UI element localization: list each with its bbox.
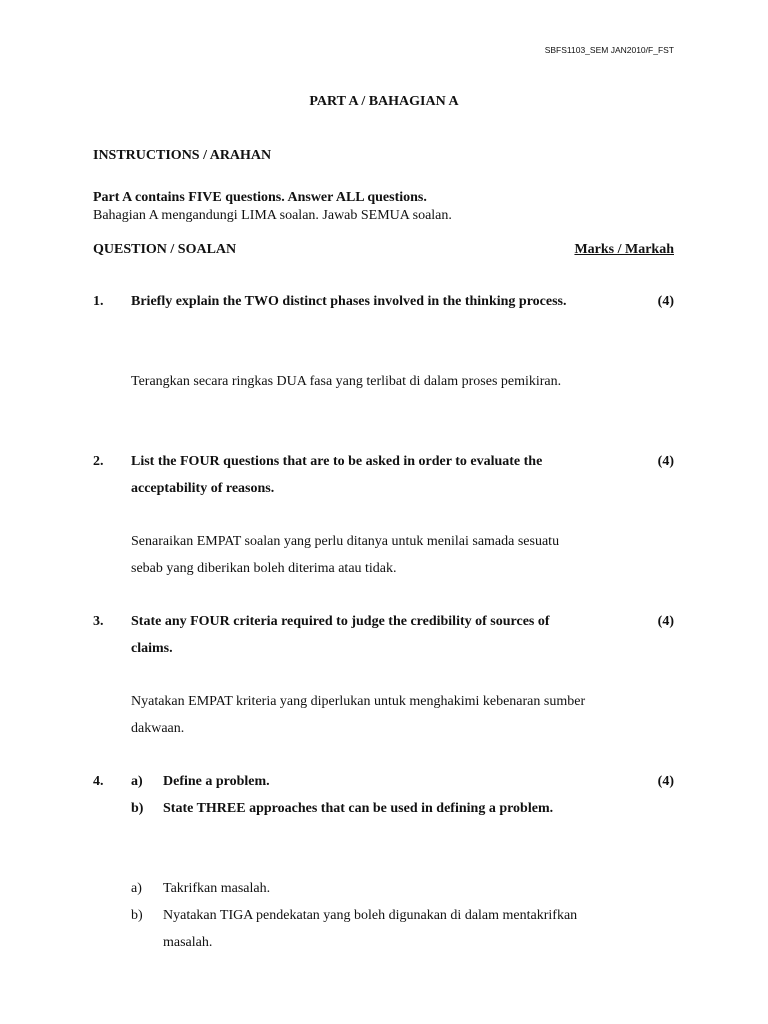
subquestion-text-ms: Takrifkan masalah.: [163, 881, 271, 896]
subquestion-text-en: Define a problem.: [163, 774, 270, 789]
question-text-ms: Nyatakan EMPAT kriteria yang diperlukan untuk menghakimi kebenaran sumber dakwaan.: [131, 694, 586, 736]
marks-column-header: Marks / Markah: [574, 242, 674, 257]
question-marks: (4): [657, 614, 674, 629]
subquestion-label: b): [131, 908, 143, 923]
subquestion-text-en: State THREE approaches that can be used in defining a problem.: [163, 801, 554, 816]
question-number: 4.: [93, 774, 104, 789]
question-marks: (4): [657, 294, 674, 309]
question-marks: (4): [657, 774, 674, 789]
subquestion-label: b): [131, 801, 144, 816]
document-code: SBFS1103_SEM JAN2010/F_FST: [544, 45, 674, 55]
question-text-ms: Terangkan secara ringkas DUA fasa yang terlibat di dalam proses pemikiran.: [131, 374, 562, 389]
subquestion-text-ms: Nyatakan TIGA pendekatan yang boleh digunakan di dalam mentakrifkan masalah.: [163, 908, 578, 950]
instructions-en: Part A contains FIVE questions. Answer ALL questions.: [93, 190, 427, 205]
question-number: 3.: [93, 614, 104, 629]
question-text-ms: Senaraikan EMPAT soalan yang perlu ditanya untuk menilai samada sesuatu sebab yang diberikan boleh diterima atau tidak.: [131, 534, 560, 576]
question-text-en: Briefly explain the TWO distinct phases involved in the thinking process.: [131, 294, 567, 309]
question-number: 2.: [93, 454, 104, 469]
question-number: 1.: [93, 294, 104, 309]
question-marks: (4): [657, 454, 674, 469]
question-column-header: QUESTION / SOALAN: [93, 242, 237, 257]
part-title: PART A / BAHAGIAN A: [309, 94, 459, 109]
question-text-en: List the FOUR questions that are to be asked in order to evaluate the acceptability of reasons.: [131, 454, 543, 496]
instructions-ms: Bahagian A mengandungi LIMA soalan. Jawab SEMUA soalan.: [93, 208, 452, 223]
subquestion-label: a): [131, 881, 142, 896]
instructions-heading: INSTRUCTIONS / ARAHAN: [93, 148, 272, 163]
subquestion-label: a): [131, 774, 143, 789]
question-text-en: State any FOUR criteria required to judge the credibility of sources of claims.: [131, 614, 550, 656]
